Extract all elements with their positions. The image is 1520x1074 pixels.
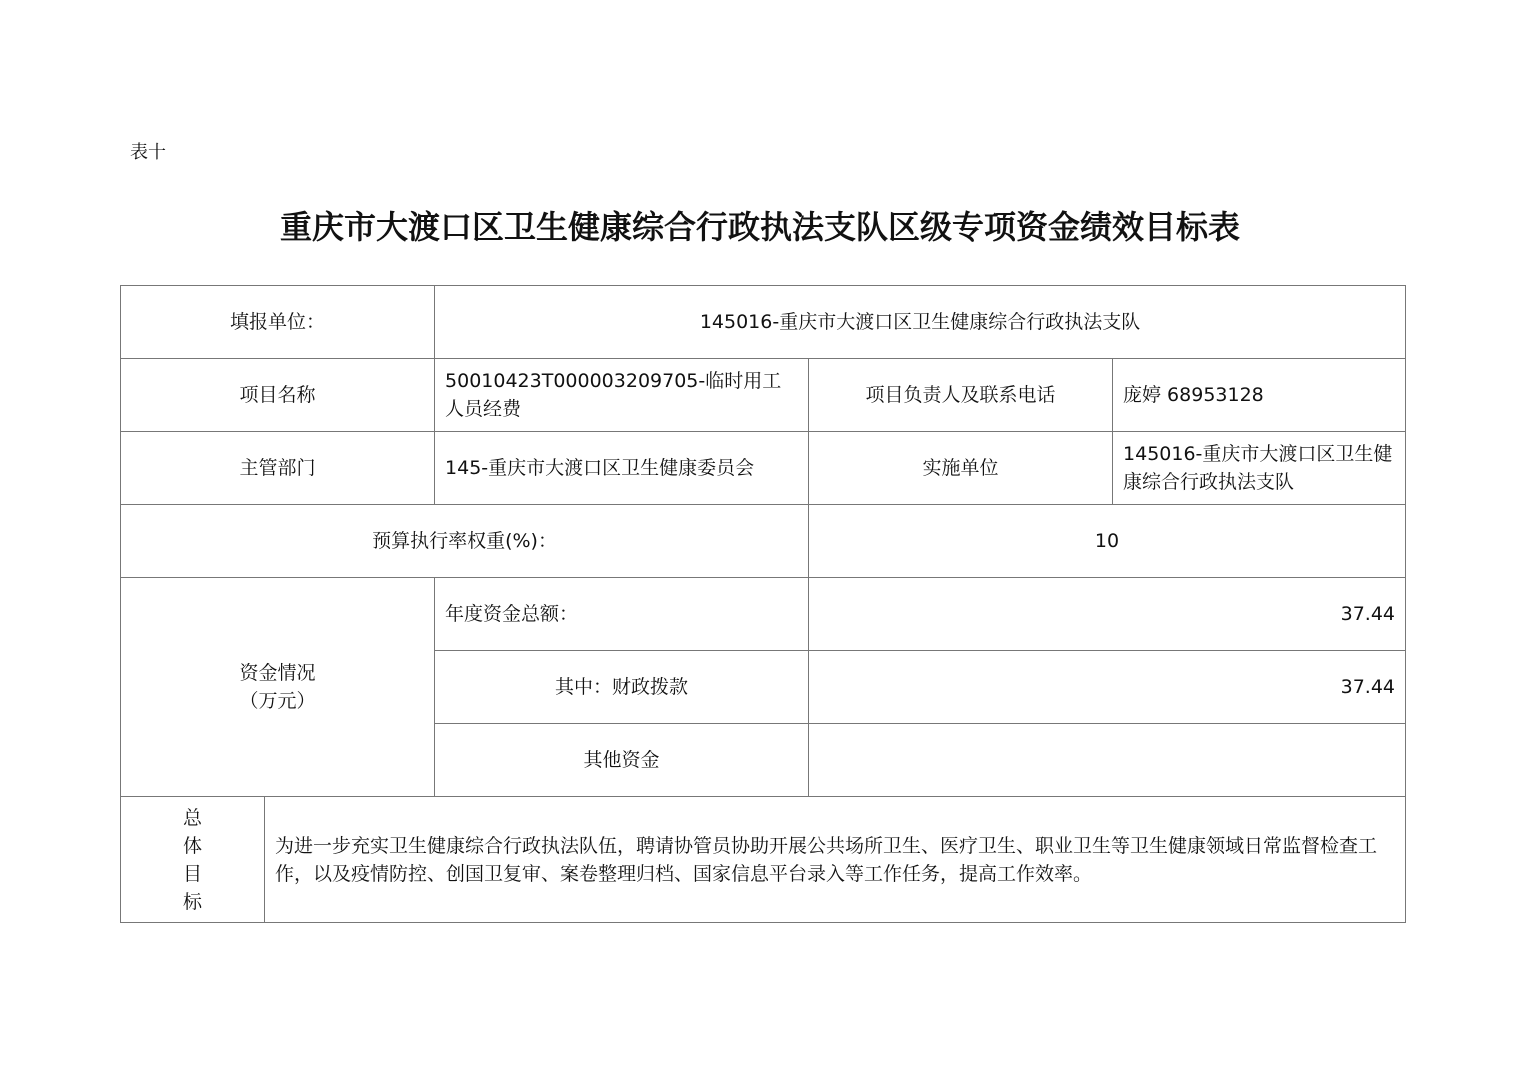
table-row [121,286,1406,359]
table-row [121,359,1406,432]
funds-label-line-2: （万元） [239,690,316,712]
funds-label-line-1: 资金情况 [239,662,316,684]
overall-goal-label [121,797,265,923]
goal-label-char: 总 [182,806,202,829]
dept-label: 主管部门 [121,432,435,505]
contact-label: 项目负责人及联系电话 [809,359,1113,432]
table-number: 表十 [130,142,166,163]
total-funds-value: 37.44 [809,578,1406,651]
goal-label-char: 标 [182,890,202,913]
project-name-label: 项目名称 [121,359,435,432]
weight-value: 10 [809,505,1406,578]
other-funds-label: 其他资金 [435,724,809,797]
goal-label-char: 目 [182,862,202,885]
total-funds-label: 年度资金总额： [435,578,809,651]
fiscal-funds-label: 其中：财政拨款 [435,651,809,724]
table-row [121,432,1406,505]
overall-goal-text: 为进一步充实卫生健康综合行政执法队伍，聘请协管员协助开展公共场所卫生、医疗卫生、职业卫生等卫生健康领域日常监督检查工作，以及疫情防控、创国卫复审、案卷整理归档、国家信息平台录入等工作任务，提高工作效率。 [265,797,1406,923]
table-row [121,578,1406,651]
impl-label: 实施单位 [809,432,1113,505]
weight-label: 预算执行率权重(%)： [121,505,809,578]
dept-value: 145-重庆市大渡口区卫生健康委员会 [435,432,809,505]
table-row [121,505,1406,578]
fiscal-funds-value: 37.44 [809,651,1406,724]
performance-target-table [120,285,1406,923]
impl-value: 145016-重庆市大渡口区卫生健康综合行政执法支队 [1113,432,1406,505]
project-name-value: 50010423T000003209705-临时用工人员经费 [435,359,809,432]
other-funds-value [809,724,1406,797]
reporting-unit-label: 填报单位： [121,286,435,359]
contact-value: 庞婷 68953128 [1113,359,1406,432]
reporting-unit-value: 145016-重庆市大渡口区卫生健康综合行政执法支队 [435,286,1406,359]
table-row [121,797,1406,923]
goal-label-char: 体 [182,834,202,857]
document-title: 重庆市大渡口区卫生健康综合行政执法支队区级专项资金绩效目标表 [279,208,1240,246]
funds-label [121,578,435,797]
